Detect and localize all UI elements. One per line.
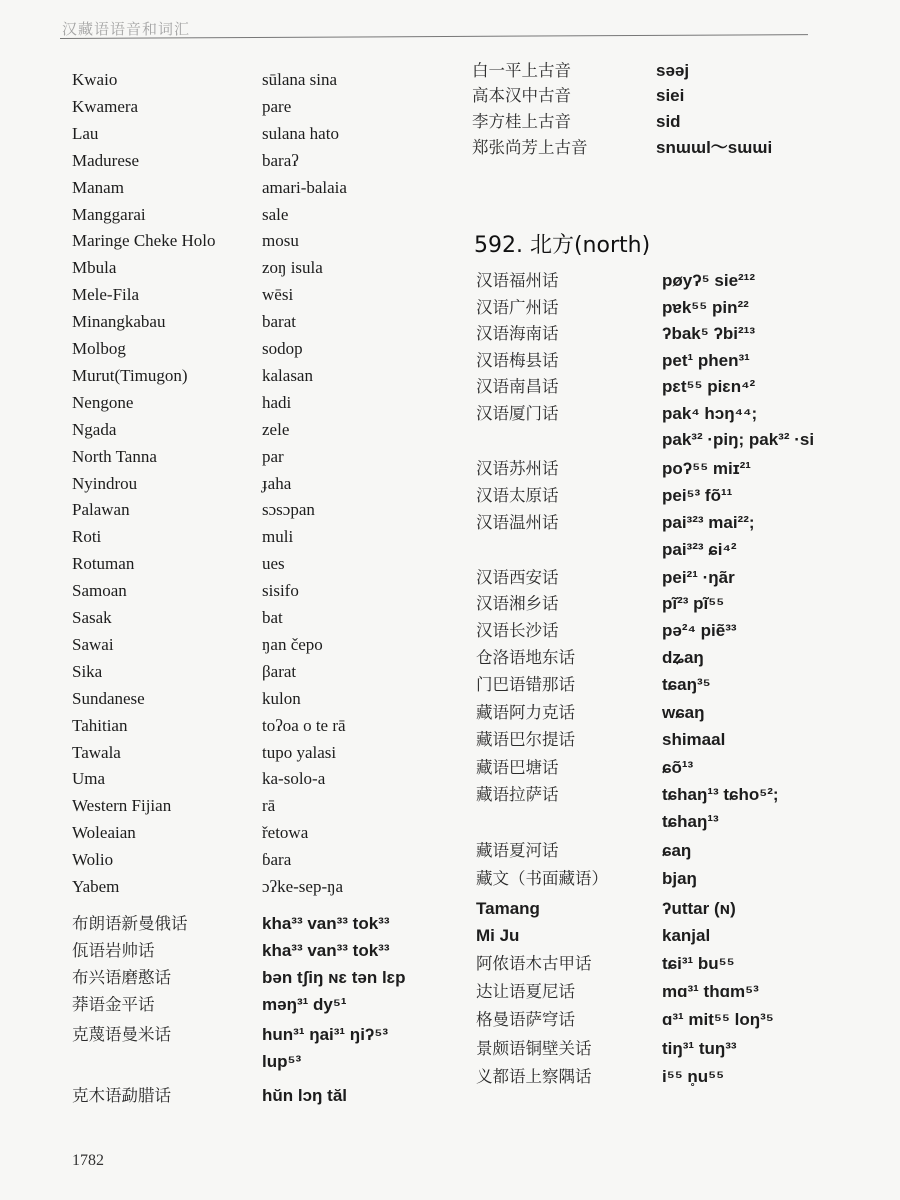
- word-form: rā: [262, 796, 276, 815]
- word-form: tɕi³¹ bu⁵⁵: [662, 954, 735, 973]
- language-name: 汉语厦门话: [476, 404, 559, 423]
- word-form: pei²¹ ·ŋãr: [662, 568, 735, 587]
- word-form: i⁵⁵ n̥u⁵⁵: [662, 1067, 725, 1086]
- word-form: tupo yalasi: [262, 743, 337, 762]
- language-name: 阿侬语木古甲话: [476, 954, 592, 973]
- language-name: Western Fijian: [72, 796, 172, 815]
- word-form: pai³²³ ɕi⁴²: [662, 540, 737, 559]
- word-form: bən tʃiŋ ɴɛ tən lɛp: [262, 968, 406, 987]
- word-form: kha³³ van³³ tok³³: [262, 941, 390, 960]
- word-form: pak⁴ hɔŋ⁴⁴;: [662, 404, 758, 423]
- word-form: snɯɯl～sɯɯi: [656, 138, 773, 157]
- language-name: Uma: [72, 769, 106, 788]
- language-name: 汉语太原话: [476, 486, 559, 505]
- language-name: 布兴语磨憨话: [72, 968, 171, 987]
- language-name: 达让语夏尼话: [476, 982, 575, 1001]
- word-form: məŋ³¹ dy⁵¹: [262, 995, 347, 1014]
- word-form: pei⁵³ fõ¹¹: [662, 486, 733, 505]
- language-name: 仓洛语地东话: [476, 648, 575, 667]
- word-form: wɕaŋ: [662, 703, 705, 722]
- language-name: 藏语巴尔提话: [476, 730, 575, 749]
- word-form: tɕhaŋ¹³ tɕho⁵²;: [662, 785, 779, 804]
- running-header: 汉藏语语音和词汇: [62, 20, 191, 38]
- word-form: ŋan čepo: [262, 635, 323, 654]
- section-title: 592. 北方(north): [474, 233, 651, 258]
- language-name: Madurese: [72, 151, 140, 170]
- language-name: Yabem: [72, 877, 120, 896]
- word-form: pai³²³ mai²²;: [662, 513, 755, 532]
- word-form: lup⁵³: [262, 1052, 302, 1071]
- word-form: kanjal: [662, 926, 711, 945]
- language-name: 汉语广州话: [476, 298, 559, 317]
- language-name: Maringe Cheke Holo: [72, 231, 216, 250]
- word-form: poʔ⁵⁵ miɪ²¹: [662, 459, 751, 478]
- word-form: pare: [262, 97, 292, 116]
- word-form: kha³³ van³³ tok³³: [262, 914, 390, 933]
- language-name: 藏语拉萨话: [476, 785, 559, 804]
- language-name: 格曼语萨穹话: [476, 1010, 575, 1029]
- word-form: ɔʔke-sep-ŋa: [262, 877, 344, 896]
- word-form: baraʔ: [262, 151, 299, 170]
- language-name: 门巴语错那话: [476, 675, 575, 694]
- language-name: Palawan: [72, 500, 130, 519]
- language-name: Kwaio: [72, 70, 118, 89]
- language-name: Tawala: [72, 743, 121, 762]
- word-form: mosu: [262, 231, 299, 250]
- language-name: 布朗语新曼俄话: [72, 914, 188, 933]
- word-form: səəj: [656, 61, 690, 80]
- language-name: Sasak: [72, 608, 112, 627]
- word-form: sulana hato: [262, 124, 339, 143]
- language-name: 藏语夏河话: [476, 841, 559, 860]
- language-name: 郑张尚芳上古音: [472, 138, 588, 157]
- word-form: sɔsɔpan: [262, 500, 315, 519]
- language-name: 景颇语铜壁关话: [476, 1039, 592, 1058]
- word-form: tɕaŋ³⁵: [662, 675, 711, 694]
- language-name: 高本汉中古音: [472, 86, 571, 105]
- word-form: muli: [262, 527, 294, 546]
- language-name: Manggarai: [72, 205, 146, 224]
- word-form: sodop: [262, 339, 303, 358]
- language-name: 汉语福州话: [476, 271, 559, 290]
- word-form: shimaal: [662, 730, 726, 749]
- language-name: Ngada: [72, 420, 117, 439]
- language-name: Mi Ju: [476, 926, 520, 945]
- word-form: řetowa: [262, 823, 309, 842]
- word-form: zele: [262, 420, 290, 439]
- word-form: ʔbak⁵ ʔbi²¹³: [662, 324, 756, 343]
- word-form: barat: [262, 312, 296, 331]
- word-form: ʔuttar (ɴ): [662, 899, 736, 918]
- language-name: Molbog: [72, 339, 126, 358]
- word-form: ɕõ¹³: [662, 758, 694, 777]
- language-name: Tamang: [476, 899, 540, 918]
- word-form: tiŋ³¹ tuŋ³³: [662, 1039, 737, 1058]
- word-form: sale: [262, 205, 289, 224]
- language-name: 佤语岩帅话: [72, 941, 155, 960]
- word-form: pɛt⁵⁵ piɛn⁴²: [662, 377, 756, 396]
- word-form: hŭn lɔŋ tăl: [262, 1086, 347, 1105]
- word-form: sisifo: [262, 581, 299, 600]
- language-name: Minangkabau: [72, 312, 166, 331]
- word-form: pøyʔ⁵ sie²¹²: [662, 271, 756, 290]
- word-form: ɓara: [262, 850, 292, 869]
- word-form: pĩ²³ pĩ⁵⁵: [662, 594, 725, 613]
- word-form: zoŋ isula: [262, 258, 323, 277]
- language-name: 汉语海南话: [476, 324, 559, 343]
- language-name: 汉语南昌话: [476, 377, 559, 396]
- word-form: ɕaŋ: [662, 841, 692, 860]
- language-name: North Tanna: [72, 447, 157, 466]
- language-name: 莽语金平话: [72, 995, 155, 1014]
- word-form: hun³¹ ŋai³¹ ŋiʔ⁵³: [262, 1025, 389, 1044]
- language-name: Wolio: [72, 850, 114, 869]
- word-form: pet¹ phen³¹: [662, 351, 750, 370]
- word-form: βarat: [262, 662, 297, 681]
- page-number: 1782: [72, 1152, 104, 1169]
- word-form: par: [262, 447, 284, 466]
- word-form: dʑaŋ: [662, 648, 704, 667]
- language-name: Kwamera: [72, 97, 139, 116]
- language-name: Lau: [72, 124, 99, 143]
- language-name: Tahitian: [72, 716, 128, 735]
- word-form: wēsi: [262, 285, 294, 304]
- language-name: Murut(Timugon): [72, 366, 188, 385]
- language-name: 李方桂上古音: [472, 112, 571, 131]
- language-name: 汉语西安话: [476, 568, 559, 587]
- language-name: Samoan: [72, 581, 127, 600]
- word-form: kulon: [262, 689, 301, 708]
- language-name: 汉语温州话: [476, 513, 559, 532]
- word-form: sūlana sina: [262, 70, 338, 89]
- language-name: Manam: [72, 178, 124, 197]
- language-name: Nengone: [72, 393, 134, 412]
- word-form: sid: [656, 112, 681, 131]
- language-name: Mbula: [72, 258, 117, 277]
- language-name: Sika: [72, 662, 103, 681]
- word-form: ɟaha: [262, 474, 292, 493]
- language-name: 白一平上古音: [472, 61, 571, 80]
- language-name: 克蔑语曼米话: [72, 1025, 171, 1044]
- word-form: amari-balaia: [262, 178, 347, 197]
- word-form: pə²⁴ piẽ³³: [662, 621, 737, 640]
- word-form: hadi: [262, 393, 292, 412]
- language-name: 义都语上察隅话: [476, 1067, 592, 1086]
- word-form: ɑ³¹ mit⁵⁵ loŋ³⁵: [662, 1010, 774, 1029]
- language-name: 藏语巴塘话: [476, 758, 559, 777]
- word-form: tɕhaŋ¹³: [662, 812, 719, 831]
- language-name: 克木语勐腊话: [72, 1086, 171, 1105]
- language-name: Sawai: [72, 635, 114, 654]
- word-form: siei: [656, 86, 685, 105]
- language-name: 藏文（书面藏语）: [476, 869, 608, 888]
- language-name: 汉语湘乡话: [476, 594, 559, 613]
- word-form: kalasan: [262, 366, 313, 385]
- word-form: ues: [262, 554, 285, 573]
- language-name: Mele-Fila: [72, 285, 140, 304]
- word-form: bat: [262, 608, 283, 627]
- word-form: bjaŋ: [662, 869, 697, 888]
- word-form: pak³² ·piŋ; pak³² ·si: [662, 430, 815, 449]
- language-name: Rotuman: [72, 554, 135, 573]
- language-name: Nyindrou: [72, 474, 138, 493]
- word-form: pɐk⁵⁵ pin²²: [662, 298, 749, 317]
- language-name: Roti: [72, 527, 102, 546]
- language-name: Sundanese: [72, 689, 145, 708]
- language-name: 汉语长沙话: [476, 621, 559, 640]
- language-name: Woleaian: [72, 823, 136, 842]
- language-name: 汉语苏州话: [476, 459, 559, 478]
- word-form: ka-solo-a: [262, 769, 326, 788]
- word-form: toʔoa o te rā: [262, 716, 346, 735]
- language-name: 藏语阿力克话: [476, 703, 575, 722]
- language-name: 汉语梅县话: [476, 351, 559, 370]
- word-form: mɑ³¹ thɑm⁵³: [662, 982, 759, 1001]
